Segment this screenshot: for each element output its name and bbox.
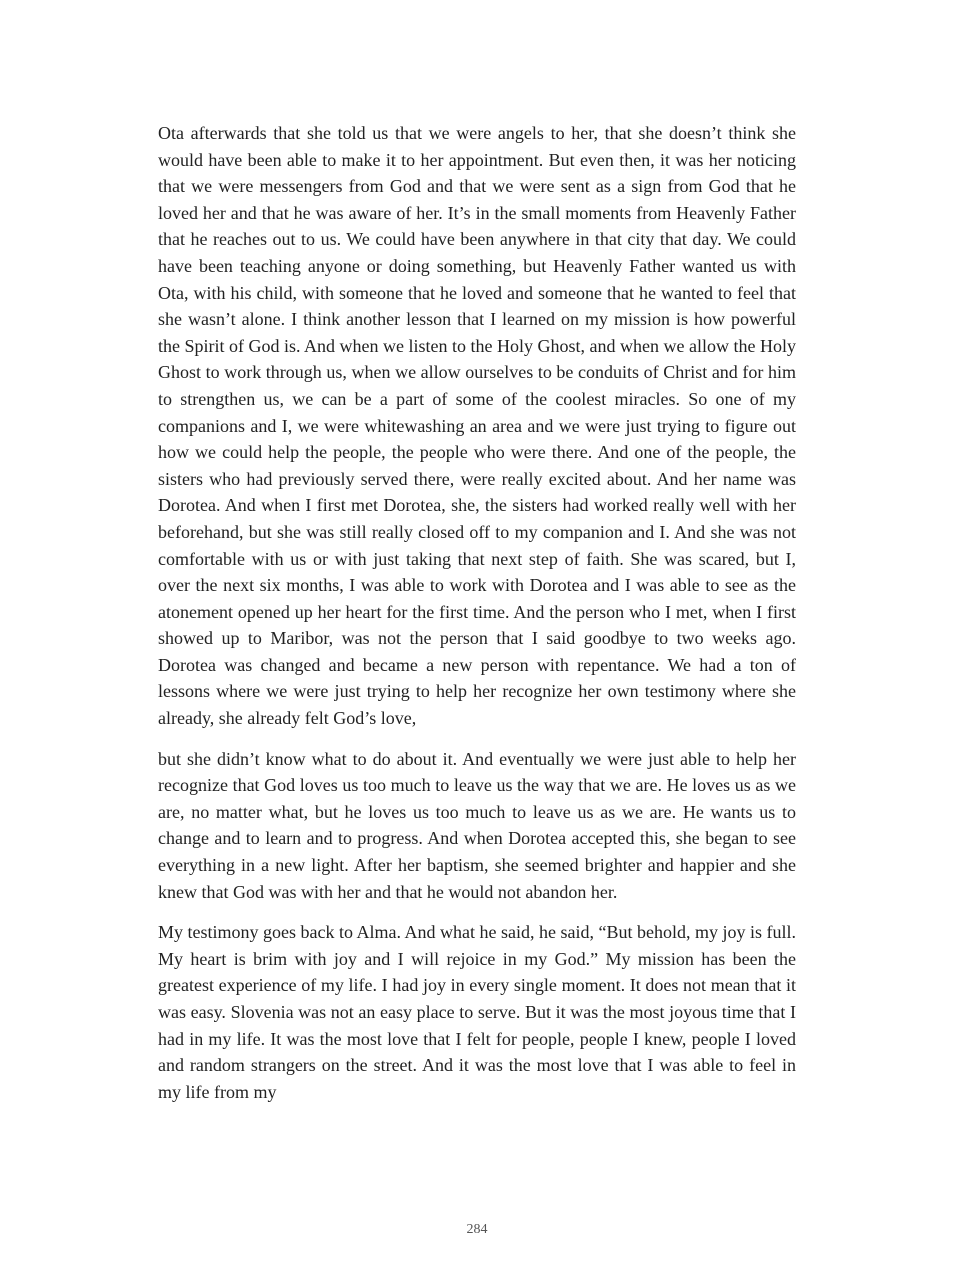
paragraph-3: My testimony goes back to Alma. And what he said, he said, “But behold, my joy is full. My heart is brim with joy and I will rejoice in my God.” My mission has been the greatest experience of my life. I had joy in every single moment. It does not mean that it was easy. Slovenia was not an easy place to serve. But it was the most joyous time that I had in my life. It was the most love that I felt for people, people I knew, people I loved and random strangers on the street. And it was the most love that I was able to feel in my life from my bbox=[158, 922, 796, 1102]
paragraph-2: but she didn’t know what to do about it. And eventually we were just able to help her recognize that God loves us too much to leave us the way that we are. He loves us as we are, no matter what, but he loves us too much to leave us as we are. He wants us to change and to learn and to progress. And when Dorotea accepted this, she began to see everything in a new light. After her baptism, she seemed brighter and happier and she knew that God was with her and that he would not abandon her. bbox=[158, 748, 796, 902]
body-text bbox=[158, 120, 796, 1119]
paragraph-1: Ota afterwards that she told us that we were angels to her, that she doesn’t think she would have been able to make it to her appointment. But even then, it was her noticing that we were messengers from God and that we were sent as a sign from God that he loved her and that he was aware of her. It’s in the small moments from Heavenly Father that he reaches out to us. We could have been anywhere in that city that day. We could have been teaching anyone or doing something, but Heavenly Father wanted us with Ota, with his child, with someone that he loved and someone that he wanted to feel that she wasn’t alone. I think another lesson that I learned on my mission is how powerful the Spirit of God is. And when we listen to the Holy Ghost, and when we allow the Holy Ghost to work through us, when we allow ourselves to be conduits of Christ and for him to strengthen us, we can be a part of some of the coolest miracles. So one of my companions and I, we were whitewashing an area and we were just trying to figure out how we could help the people, the people who were there. And one of the people, the sisters who had previously served there, were really excited about. And her name was Dorotea. And when I first met Dorotea, she, the sisters had worked really well with her beforehand, but she was still really closed off to my companion and I. And she was not comfortable with us or with just taking that next step of faith. She was scared, but I, over the next six months, I was able to work with Dorotea and I was able to see as the atonement opened up her heart for the first time. And the person who I met, when I first showed up to Maribor, was not the person that I said goodbye to two weeks ago. Dorotea was changed and became a new person with repentance. We had a ton of lessons where we were just trying to help her recognize her own testimony where she already, she already felt God’s love, bbox=[158, 123, 796, 729]
page-number: 284 bbox=[466, 1222, 488, 1237]
